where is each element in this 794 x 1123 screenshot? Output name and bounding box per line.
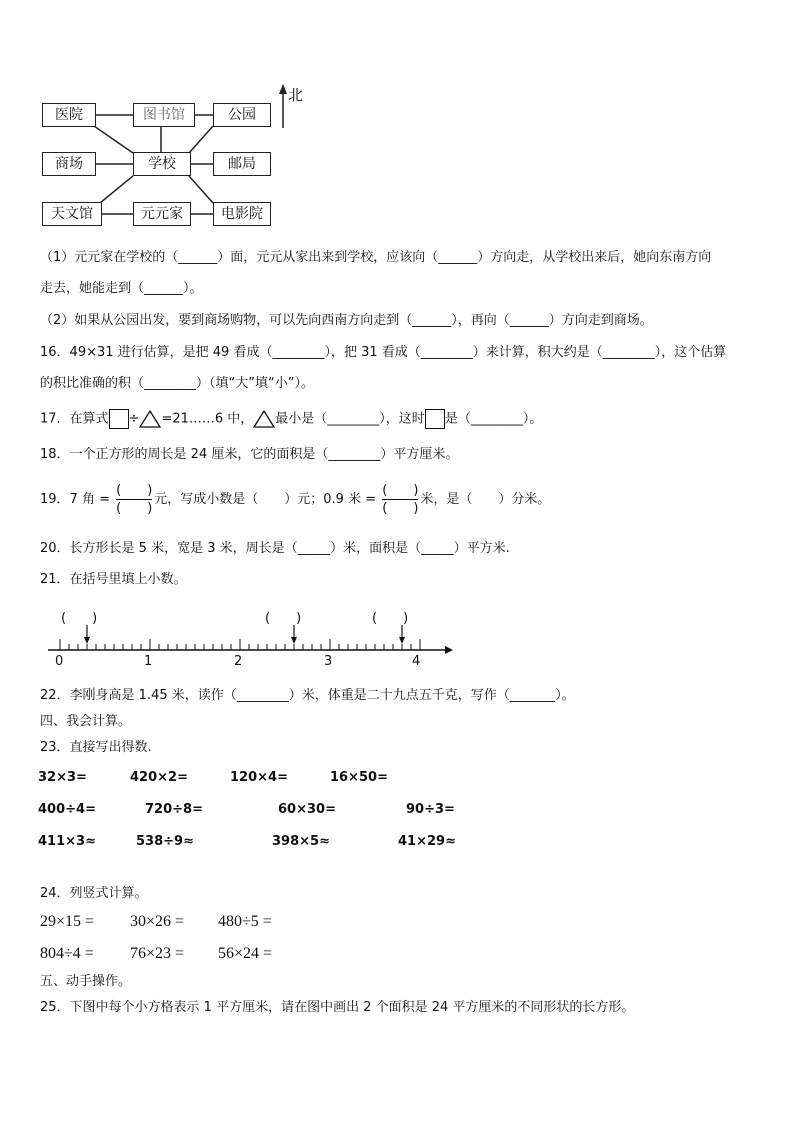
q19-unit1: 元，写成小数是（ ）元；0.9 米 = <box>154 492 377 507</box>
number-line-arrowhead <box>445 646 453 654</box>
map-box-post-office: 邮局 <box>213 152 271 176</box>
q25: 25．下图中每个小方格表示 1 平方厘米，请在图中画出 2 个面积是 24 平方厘米的不同形状的长方形。 <box>40 1000 635 1015</box>
q23-cell: 90÷3= <box>406 802 455 817</box>
q23-cell: 720÷8= <box>145 802 203 817</box>
q17 <box>40 409 542 429</box>
q24-cell: 29×15 = <box>40 913 95 930</box>
tick-label: 3 <box>324 654 333 669</box>
triangle-shape-icon <box>139 410 161 428</box>
map-box-mall: 商场 <box>42 152 96 176</box>
q15-part1-line2: 走去，她能走到（______）。 <box>40 281 203 296</box>
q17-div: ÷ <box>128 411 140 427</box>
q15-part2: （2）如果从公园出发，要到商场购物，可以先向西南方向走到（______），再向（______）方向走到商场。 <box>40 313 653 328</box>
triangle-shape-icon <box>253 410 275 428</box>
q23-cell: 411×3≈ <box>38 834 96 849</box>
q23-cell: 398×5≈ <box>272 834 330 849</box>
q23-cell: 538÷9≈ <box>136 834 194 849</box>
tick-label: 4 <box>412 654 421 669</box>
map-box-hospital: 医院 <box>42 103 96 127</box>
q16-line2: 的积比准确的积（________）（填“大”填“小”）。 <box>40 376 314 391</box>
q23-title: 23．直接写出得数. <box>40 740 152 755</box>
q19-prefix: 19．7 角 = <box>40 492 110 507</box>
q18: 18．一个正方形的周长是 24 厘米，它的面积是（________）平方厘米。 <box>40 447 459 462</box>
q17-suffix: 是（________）。 <box>444 411 543 427</box>
tick-label: 0 <box>55 654 64 669</box>
q20: 20．长方形长是 5 米，宽是 3 米，周长是（_____）米，面积是（_____）平方米. <box>40 541 510 556</box>
q17-mid: 最小是（________），这时 <box>275 411 425 427</box>
map-box-cinema: 电影院 <box>213 202 271 226</box>
pointer-arrow-head <box>291 637 297 644</box>
map-box-yuanyuan-home: 元元家 <box>133 202 191 226</box>
q16-line1: 16．49×31 进行估算，是把 49 看成（________），把 31 看成（________）来计算，积大约是（________），这个估算 <box>40 345 727 360</box>
square-shape-icon <box>109 409 129 429</box>
north-label: 北 <box>288 86 304 104</box>
pointer-arrow-head <box>399 637 405 644</box>
q24-cell: 804÷4 = <box>40 945 94 962</box>
q23-cell: 32×3= <box>38 770 87 785</box>
q23-cell: 400÷4= <box>38 802 96 817</box>
q17-eq: =21……6 中， <box>161 411 254 427</box>
q19 <box>40 478 550 522</box>
q24-cell: 76×23 = <box>130 945 185 962</box>
q23-cell: 60×30= <box>278 802 336 817</box>
q21-text: 21．在括号里填上小数。 <box>40 572 187 587</box>
q19-unit2: 米，是（ ）分米。 <box>420 492 551 507</box>
q23-cell: 120×4= <box>230 770 288 785</box>
q23-cell: 41×29≈ <box>398 834 456 849</box>
q24-cell: 56×24 = <box>218 945 273 962</box>
map-box-school: 学校 <box>133 152 191 176</box>
square-shape-icon <box>425 409 445 429</box>
section-4-title: 四、我会计算。 <box>40 714 132 729</box>
q23-cell: 16×50= <box>330 770 388 785</box>
fraction: $\frac{( )}{( )}$ <box>382 483 419 516</box>
section-5-title: 五、动手操作。 <box>40 974 132 989</box>
q24-cell: 30×26 = <box>130 913 185 930</box>
q22: 22．李刚身高是 1.45 米，读作（________）米，体重是二十九点五千克，写作（_______）。 <box>40 688 575 703</box>
number-line <box>40 605 460 670</box>
pointer-arrow-head <box>84 637 90 644</box>
tick-label: 1 <box>144 654 153 669</box>
q24-title: 24．列竖式计算。 <box>40 886 148 901</box>
q24-cell: 480÷5 = <box>218 913 272 930</box>
map-box-park: 公园 <box>213 103 271 127</box>
fraction: $\frac{( )}{( )}$ <box>116 483 153 516</box>
map-box-library: 图书馆 <box>133 103 195 127</box>
number-line-blank: ( ) <box>61 611 98 626</box>
number-line-blank: ( ) <box>265 611 302 626</box>
tick-label: 2 <box>234 654 243 669</box>
q15-part1-line1: （1）元元家在学校的（______）面，元元从家出来到学校，应该向（______）方向走，从学校出来后，她向东南方向 <box>40 250 712 265</box>
map-box-planetarium: 天文馆 <box>42 202 102 226</box>
q23-cell: 420×2= <box>130 770 188 785</box>
location-map <box>0 0 794 235</box>
map-connectors <box>0 0 794 235</box>
number-line-blank: ( ) <box>372 611 409 626</box>
q17-prefix: 17．在算式 <box>40 411 109 427</box>
